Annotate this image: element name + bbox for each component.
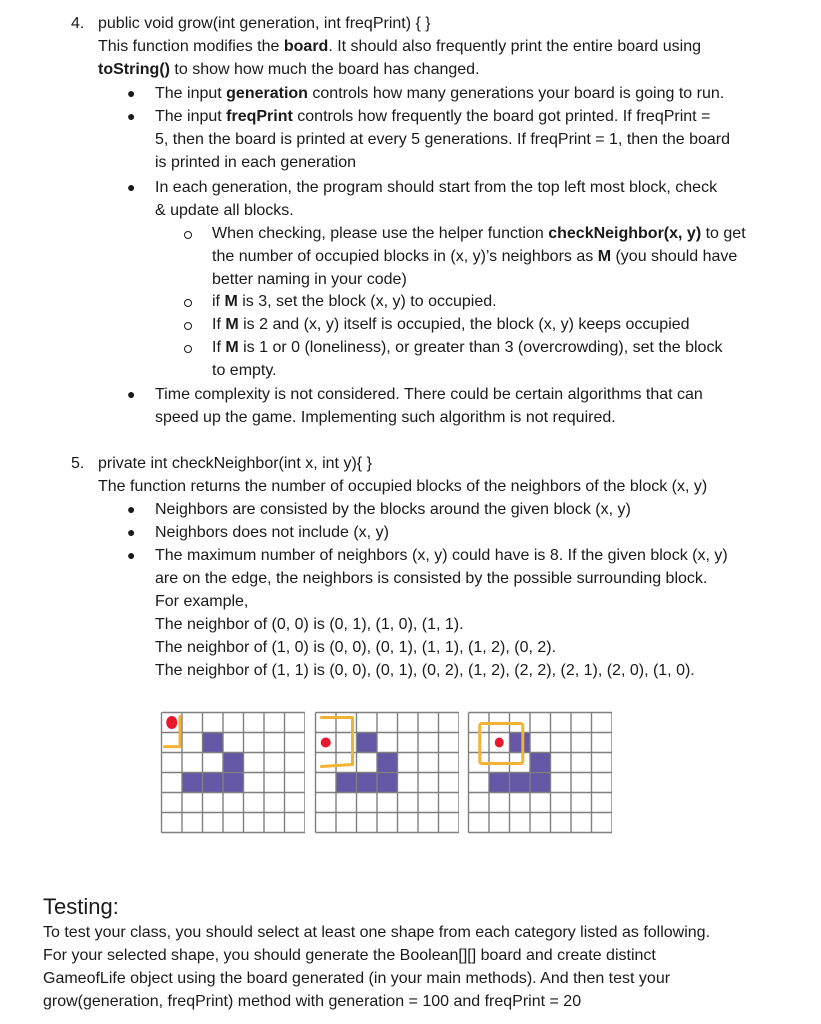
neighbor-grid-example-2	[314, 711, 459, 835]
bullet-dot: ●	[127, 179, 136, 195]
item4-desc-line1: This function modifies the board. It should also frequently print the entire board using	[98, 38, 701, 55]
sub-bullet-circle	[184, 345, 192, 353]
sub-bullet-circle	[184, 231, 192, 239]
occupied-cell	[357, 773, 378, 793]
item5-example-label: For example,	[155, 593, 249, 610]
item5-bullet-max: The maximum number of neighbors (x, y) could have is 8. If the given block (x, y)	[155, 547, 728, 564]
item5-example-2: The neighbor of (1, 0) is (0, 0), (0, 1), (1, 1), (1, 2), (0, 2).	[155, 639, 557, 656]
item4-number: 4.	[71, 15, 85, 32]
occupied-cell	[510, 773, 531, 793]
sub-bullet-circle	[184, 299, 192, 307]
testing-line-2: For your selected shape, you should generate the Boolean[][] board and create distinct	[43, 947, 656, 964]
bullet-dot: ●	[127, 85, 136, 101]
occupied-cell	[357, 733, 378, 753]
item4-bullet-complexity-l2: speed up the game. Implementing such algorithm is not required.	[155, 409, 616, 426]
occupied-cell	[530, 773, 551, 793]
item4-sub-rule-empty: If M is 1 or 0 (loneliness), or greater than 3 (overcrowding), set the block	[212, 339, 723, 356]
occupied-cell	[530, 753, 551, 773]
bullet-dot: ●	[127, 501, 136, 517]
item4-bullet-freqprint-l3: is printed in each generation	[155, 154, 357, 171]
occupied-cell	[377, 753, 398, 773]
item4-bullet-generation: The input generation controls how many generations your board is going to run.	[155, 85, 725, 102]
item5-example-1: The neighbor of (0, 0) is (0, 1), (1, 0), (1, 1).	[155, 616, 464, 633]
item5-signature: private int checkNeighbor(int x, int y){ }	[98, 455, 372, 472]
item5-desc: The function returns the number of occupied blocks of the neighbors of the block (x, y)	[98, 478, 708, 495]
bullet-dot: ●	[127, 386, 136, 402]
sub-bullet-circle	[184, 322, 192, 330]
item5-bullet-around: Neighbors are consisted by the blocks around the given block (x, y)	[155, 501, 631, 518]
item5-bullet-max-l2: are on the edge, the neighbors is consisted by the possible surrounding block.	[155, 570, 708, 587]
occupied-cell	[203, 773, 224, 793]
testing-heading: Testing:	[43, 894, 119, 919]
neighbor-grid-example-1	[160, 711, 305, 835]
selected-block-marker	[321, 738, 331, 748]
bullet-dot: ●	[127, 108, 136, 124]
item4-sub-rule-m2: If M is 2 and (x, y) itself is occupied, the block (x, y) keeps occupied	[212, 316, 690, 333]
item4-sub-rule-m3: if M is 3, set the block (x, y) to occupied.	[212, 293, 497, 310]
occupied-cell	[223, 753, 244, 773]
item4-desc-line2: toString() to show how much the board has changed.	[98, 61, 480, 78]
neighbor-grid-example-3	[467, 711, 612, 835]
occupied-cell	[510, 733, 531, 753]
item5-example-3: The neighbor of (1, 1) is (0, 0), (0, 1), (0, 2), (1, 2), (2, 2), (2, 1), (2, 0), (1, 0).	[155, 662, 695, 679]
occupied-cell	[203, 733, 224, 753]
occupied-cell	[377, 773, 398, 793]
bullet-dot: ●	[127, 547, 136, 563]
item4-sub-checkneighbor-l3: better naming in your code)	[212, 271, 407, 288]
testing-line-1: To test your class, you should select at least one shape from each category listed as following.	[43, 924, 711, 941]
item4-sub-checkneighbor: When checking, please use the helper function checkNeighbor(x, y) to get	[212, 225, 746, 242]
item4-sub-checkneighbor-l2: the number of occupied blocks in (x, y)’s neighbors as M (you should have	[212, 248, 738, 265]
occupied-cell	[223, 773, 244, 793]
occupied-cell	[182, 773, 203, 793]
selected-block-marker	[166, 716, 177, 729]
occupied-cell	[336, 773, 357, 793]
item5-bullet-exclude: Neighbors does not include (x, y)	[155, 524, 389, 541]
item5-number: 5.	[71, 455, 85, 472]
item4-signature: public void grow(int generation, int freqPrint) { }	[98, 15, 431, 32]
item4-bullet-freqprint: The input freqPrint controls how frequently the board got printed. If freqPrint =	[155, 108, 711, 125]
item4-bullet-freqprint-l2: 5, then the board is printed at every 5 generations. If freqPrint = 1, then the board	[155, 131, 731, 148]
occupied-cell	[489, 773, 510, 793]
item4-sub-rule-empty-l2: to empty.	[212, 362, 277, 379]
item4-bullet-generation-step-l2: & update all blocks.	[155, 202, 294, 219]
bullet-dot: ●	[127, 524, 136, 540]
testing-line-3: GameofLife object using the board generated (in your main methods). And then test your	[43, 970, 671, 987]
testing-line-4: grow(generation, freqPrint) method with generation = 100 and freqPrint = 20	[43, 993, 582, 1010]
selected-block-marker	[495, 738, 504, 748]
item4-bullet-generation-step: In each generation, the program should start from the top left most block, check	[155, 179, 718, 196]
item4-bullet-complexity: Time complexity is not considered. There could be certain algorithms that can	[155, 386, 703, 403]
